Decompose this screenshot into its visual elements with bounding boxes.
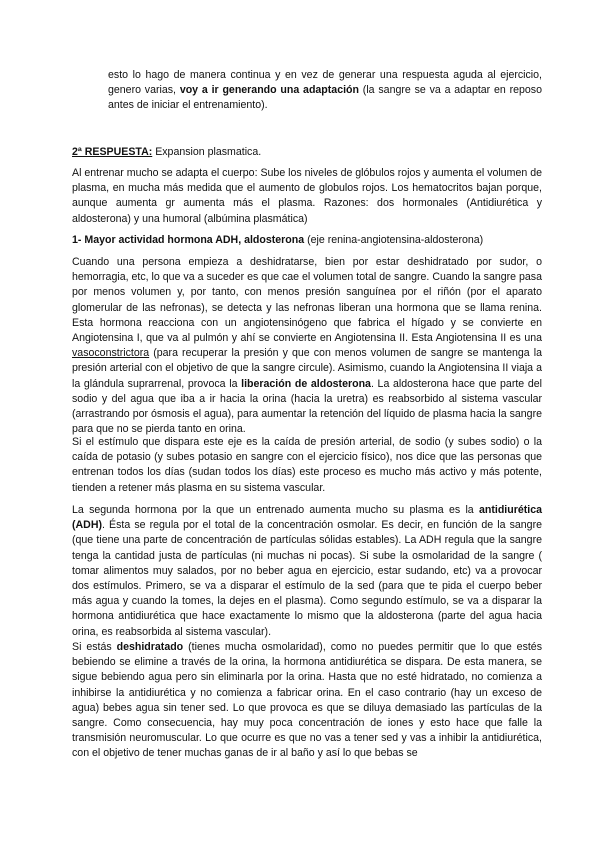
paragraph-5-text-2: (tienes mucha osmolaridad), como no puedes permitir que lo que estés bebiendo se elimine a través de la orina, la hormona antidiurética se dispara. De esta manera, se sigue bebiendo agua pero sin eliminarla por la orina. Hasta que no esté hidratado, no comienza a inhibirse la antidiurética y no comienza a fabricar orina. En el caso contrario (hay un exceso de agua) bebes agua sin tener sed. Lo que provoca es que se diluya demasiado las partículas de la sangre. Como consecuencia, hay muy poca concentración de iones y esto hace que falle la transmisión neuromuscular. Lo que ocurre es que no vas a tener sed y vas a inhibir la antidiurética, con el objetivo de tener muchas ganas de ir al baño y así lo que bebas se — [72, 641, 542, 760]
section-heading — [72, 145, 542, 160]
section-heading-label: 2ª RESPUESTA: — [72, 146, 153, 158]
paragraph-5-bold: deshidratado — [116, 641, 184, 653]
paragraph-4 — [72, 503, 542, 640]
paragraph-4-text-2: . Ésta se regula por el total de la concentración osmolar. Es decir, en función de la sangre (que tiene una parte de concentración de partículas sólidas estables). La ADH regula que la sangre tenga la cantidad justa de partículas (ni muchas ni pocas). Si sube la osmolaridad de la sangre ( tomar alimentos muy salados, por no beber agua en ejercicio, estar sudando, etc) va a provocar dos estímulos. Primero, se va a disparar el estímulo de la sed (para que te pida el cuerpo beber más agua y cuando la tomes, la dejes en el plasma). Como segundo estímulo, se va a disparar la hormona antidiurética que hace exactamente lo mismo que la aldosterona (parte del agua hacia orina, es reabsorbida al sistema vascular). — [72, 519, 542, 638]
paragraph-2-text-1: Cuando una persona empieza a deshidratarse, bien por estar deshidratado por sudor, o hemorragia, etc, lo que va a suceder es que cae el volumen total de sangre. Cuando la sangre pasa por menos volumen y, por tanto, con menos presión sanguínea por el riñón (por el aparato glomerular de las nefronas), se detecta y las nefronas liberan una hormona que se llama renina. Esta hormona reacciona con un angiotensinógeno que fabrica el hígado y se convierte en Angiotensina I, que va al pulmón y ahí se convierte en Angiotensina II. Esta Angiotensina II es una — [72, 256, 542, 345]
paragraph-2 — [72, 255, 542, 437]
paragraph-2-text-2: (para recuperar la presión y que con menos volumen de sangre se mantenga la presión arterial con el objetivo de que la sangre circule). Asimismo, cuando la Angiotensina II viaja a la glándula suprarrenal, provoca la — [72, 347, 542, 390]
paragraph-3: Si el estímulo que dispara este eje es la caída de presión arterial, de sodio (y subes sodio) o la caída de potasio (y subes potasio en sangre con el ejercicio físico), nos dice que las personas que entrenan todos los días (sudan todos los días) este proceso es mucho más activo y más potente, tienden a retener más plasma en su sistema vascular. — [72, 436, 542, 494]
intro-bold: voy a ir generando una adaptación — [179, 84, 359, 97]
paragraph-1: Al entrenar mucho se adapta el cuerpo: Sube los niveles de glóbulos rojos y aumenta el volumen de plasma, en mucha más medida que el aumento de globulos rojos. Los hematocritos bajan porque, aunque aumenta gr aumenta más el plasma. Razones: dos hormonales (Antidiurética y aldosterona) y una humoral (albúmina plasmática) — [72, 167, 542, 225]
paragraph-2-bold: liberación de aldosterona — [241, 377, 371, 390]
intro-text-2: (la sangre se va a adaptar en reposo antes de iniciar el entrenamiento). — [108, 84, 542, 112]
paragraph-5-text-1: Si estás — [72, 641, 117, 653]
subheading-text: (eje renina-angiotensina-aldosterona) — [304, 234, 484, 246]
paragraph-2-underline: vasoconstrictora — [72, 347, 150, 360]
paragraph-5 — [72, 640, 542, 762]
paragraph-4-text-1: La segunda hormona por la que un entrenado aumenta mucho su plasma es la — [72, 504, 479, 516]
section-heading-text: Expansion plasmatica. — [152, 146, 262, 158]
subheading-bold: 1- Mayor actividad hormona ADH, aldosterona — [72, 234, 305, 246]
intro-text-1: esto lo hago de manera continua y en vez de generar una respuesta aguda al ejercicio, genero varias, — [108, 69, 542, 97]
paragraph-2-text-3: . La aldosterona hace que parte del sodio y del agua que iba a ir hacia la orina (hacia la uretra) es reabsorbido al sistema vascular (arrastrando por ósmosis el agua), para aumentar la retención del líquido de plasma hacia la sangre para que no se pierda tanto en orina. — [72, 377, 542, 436]
subheading — [72, 233, 542, 248]
paragraph-4-bold: antidiurética (ADH) — [72, 504, 542, 532]
intro-paragraph — [108, 68, 542, 114]
